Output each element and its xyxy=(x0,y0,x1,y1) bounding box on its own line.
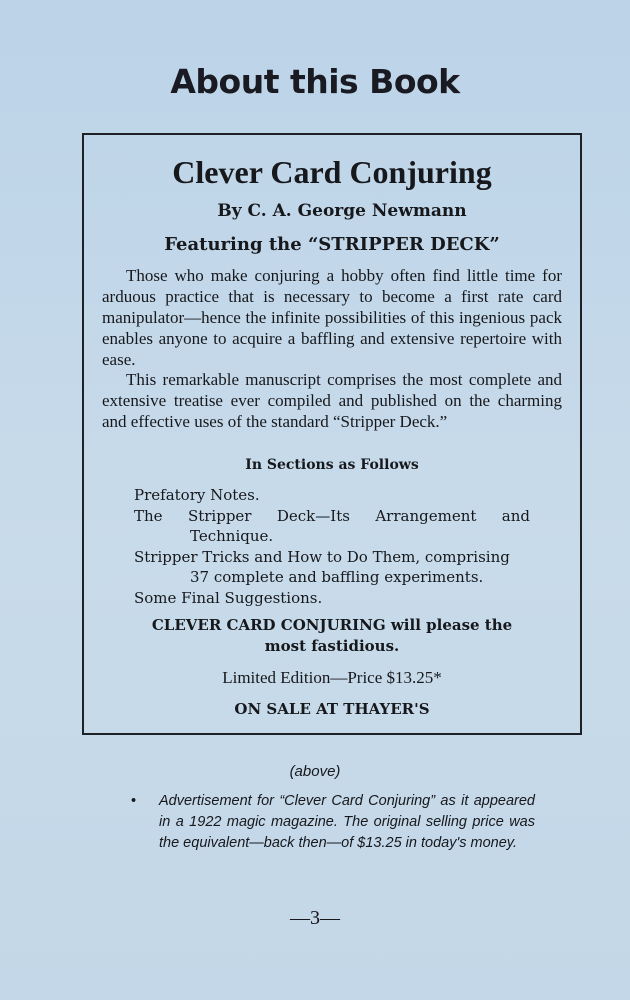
sections-heading: In Sections as Follows xyxy=(245,457,419,473)
ad-closing-line-2: most fastidious. xyxy=(264,637,400,655)
footnote-bullet: • xyxy=(131,793,137,809)
ad-title: Clever Card Conjuring xyxy=(172,154,492,190)
caption-label: (above) xyxy=(289,763,341,780)
section-item xyxy=(134,506,530,547)
ad-price: Limited Edition—Price $13.25* xyxy=(222,668,442,687)
section-item-text: Stripper Tricks and How to Do Them, comprising xyxy=(134,547,510,566)
page-number: —3— xyxy=(290,907,340,929)
section-item-text: Some Final Suggestions. xyxy=(134,588,323,607)
section-item-continuation: Technique. xyxy=(190,527,274,545)
section-list xyxy=(134,485,530,608)
footnote xyxy=(131,791,535,854)
footnote-text: Advertisement for “Clever Card Conjuring” as it appeared in a 1922 magic magazine. The original selling price was the equivalent—back then—of $13.25 in today's money. xyxy=(159,793,535,851)
section-item-text: Prefatory Notes. xyxy=(134,486,260,504)
section-item-continuation: 37 complete and baffling experiments. xyxy=(190,568,484,586)
section-item xyxy=(134,588,530,609)
section-item xyxy=(134,485,530,506)
page-heading: About this Book xyxy=(170,62,460,101)
ad-closing xyxy=(84,615,580,657)
ad-featuring-line: Featuring the “STRIPPER DECK” xyxy=(164,234,500,255)
ad-author: By C. A. George Newmann xyxy=(217,201,467,221)
section-item xyxy=(134,547,530,588)
advertisement-box xyxy=(82,133,582,735)
ad-closing-line-1: CLEVER CARD CONJURING will please the xyxy=(151,616,513,634)
section-item-text: The Stripper Deck—Its Arrangement and xyxy=(134,506,530,525)
ad-paragraph-2: This remarkable manuscript comprises the most complete and extensive treatise ever compiled and published on the charming and effective uses of the standard “Stripper Deck.” xyxy=(102,370,562,431)
ad-sale-notice: ON SALE AT THAYER'S xyxy=(234,700,430,718)
ad-paragraph-1: Those who make conjuring a hobby often find little time for arduous practice that is necessary to become a first rate card manipulator—hence the infinite possibilities of this ingenious pack enables anyone to acquire a baffling and extensive repertoire with ease. xyxy=(102,266,562,369)
